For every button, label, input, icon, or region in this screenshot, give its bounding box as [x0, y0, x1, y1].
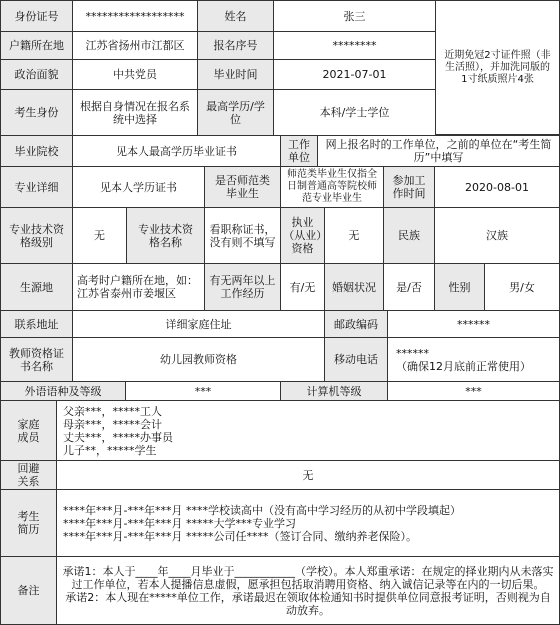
id-number-label: 身份证号	[0, 0, 73, 32]
tech-name-label: 专业技术资格名称	[126, 207, 205, 264]
tech-level-value: 无	[72, 207, 127, 264]
political-status-label: 政治面貌	[0, 59, 73, 90]
registration-number-label: 报名序号	[197, 31, 274, 60]
ethnicity-label: 民族	[383, 207, 435, 264]
work-start-time-label: 参加工作时间	[383, 166, 435, 208]
name-label: 姓名	[197, 0, 274, 32]
work-experience-value: 有/无	[280, 263, 325, 311]
work-unit-value: 网上报名时的工作单位，之前的单位在“考生简历”中填写	[317, 135, 560, 167]
ethnicity-value: 汉族	[434, 207, 560, 264]
family-members-list	[56, 400, 560, 461]
candidate-status-value: 根据自身情况在报名系统中选择	[72, 89, 198, 136]
teacher-cert-value: 幼儿园教师资格	[72, 337, 325, 382]
zip-code-value: ******	[387, 310, 560, 338]
zip-code-label: 邮政编码	[324, 310, 388, 338]
normal-graduate-value: 师范类毕业生仅指全日制普通高等院校师范专业毕业生	[280, 166, 384, 208]
foreign-language-value: ***	[125, 381, 281, 401]
tech-name-value: 看职称证书，没有则不填写	[204, 207, 281, 264]
graduation-time-label: 毕业时间	[197, 59, 274, 90]
origin-label: 生源地	[0, 263, 73, 311]
graduate-school-label: 毕业院校	[0, 135, 73, 167]
promise-1: 承诺1：本人于____年____月毕业于___________（学校）。本人郑重承诺：在规定的择业期内从未落实过工作单位，若本人提播信息虚假，愿承担包括取消聘用资格、纳入诚信记录等在内的一切后果。	[62, 564, 554, 591]
teacher-cert-label: 教师资格证书名称	[0, 337, 73, 382]
normal-graduate-label: 是否师范类毕业生	[204, 166, 281, 208]
foreign-language-label: 外语语种及等级	[0, 381, 126, 401]
avoidance-label: 回避关系	[0, 460, 57, 490]
mobile-value-cell	[387, 337, 560, 382]
family-member: 父亲***，*****工人	[63, 404, 162, 418]
photo-note: 近期免冠2寸证件照（非生活照），并加洗同版的1寸纸质照片4张	[444, 49, 551, 85]
work-unit-label: 工作单位	[280, 135, 318, 167]
computer-level-value: ***	[387, 381, 560, 401]
political-status-value: 中共党员	[72, 59, 198, 90]
photo-placeholder	[435, 0, 560, 135]
major-label: 专业详细	[0, 166, 73, 208]
mobile-note: （确保12月底前正常使用）	[396, 359, 531, 373]
resume-list	[56, 489, 560, 557]
remarks-label: 备注	[0, 556, 57, 625]
mobile-value: ******	[396, 346, 429, 360]
candidate-status-label: 考生身份	[0, 89, 73, 136]
highest-degree-value: 本科/学士学位	[273, 89, 436, 136]
marital-status-label: 婚姻状况	[324, 263, 384, 311]
family-member: 儿子**，*****学生	[63, 443, 157, 457]
mobile-label: 移动电话	[324, 337, 388, 382]
graduate-school-value: 见本人最高学历毕业证书	[72, 135, 281, 167]
highest-degree-label: 最高学历/学位	[197, 89, 274, 136]
registration-number-value: ********	[273, 31, 436, 60]
work-experience-label: 有无两年以上工作经历	[204, 263, 281, 311]
resume-label: 考生简历	[0, 489, 57, 557]
practice-qualification-value: 无	[324, 207, 384, 264]
address-label: 联系地址	[0, 310, 73, 338]
practice-qualification-label: 执业（从业）资格	[280, 207, 325, 264]
origin-value: 高考时户籍所在地，如：江苏省泰州市姜堰区	[72, 263, 205, 311]
promise-2: 承诺2：本人现在*****单位工作，承诺最迟在领取体检通知书时提供单位同意报考证明，否则视为自动放弃。	[65, 590, 551, 617]
graduation-time-value: 2021-07-01	[273, 59, 436, 90]
family-member: 母亲***，*****会计	[63, 417, 162, 431]
major-value: 见本人学历证书	[72, 166, 205, 208]
resume-line: ****年***月-***年***月 *****公司任****（签订合同、缴纳养老保险）。	[63, 529, 417, 543]
id-number-value: ******************	[72, 0, 198, 32]
resume-line: ****年***月-***年***月 *****大学***专业学习	[63, 516, 296, 530]
family-member: 丈夫***，*****办事员	[63, 430, 173, 444]
name-value: 张三	[273, 0, 436, 32]
computer-level-label: 计算机等级	[280, 381, 388, 401]
huji-label: 户籍所在地	[0, 31, 73, 60]
marital-status-value: 是/否	[383, 263, 435, 311]
resume-line: ****年***月-***年***月 ****学校读高中（没有高中学习经历的从初中学段填起）	[63, 503, 461, 517]
address-value: 详细家庭住址	[72, 310, 325, 338]
huji-value: 江苏省扬州市江都区	[72, 31, 198, 60]
avoidance-value: 无	[56, 460, 560, 490]
gender-label: 性别	[434, 263, 485, 311]
family-members-label: 家庭成员	[0, 400, 57, 461]
remarks-content	[56, 556, 560, 625]
work-start-time-value: 2020-08-01	[434, 166, 560, 208]
tech-level-label: 专业技术资格级别	[0, 207, 73, 264]
gender-value: 男/女	[484, 263, 560, 311]
